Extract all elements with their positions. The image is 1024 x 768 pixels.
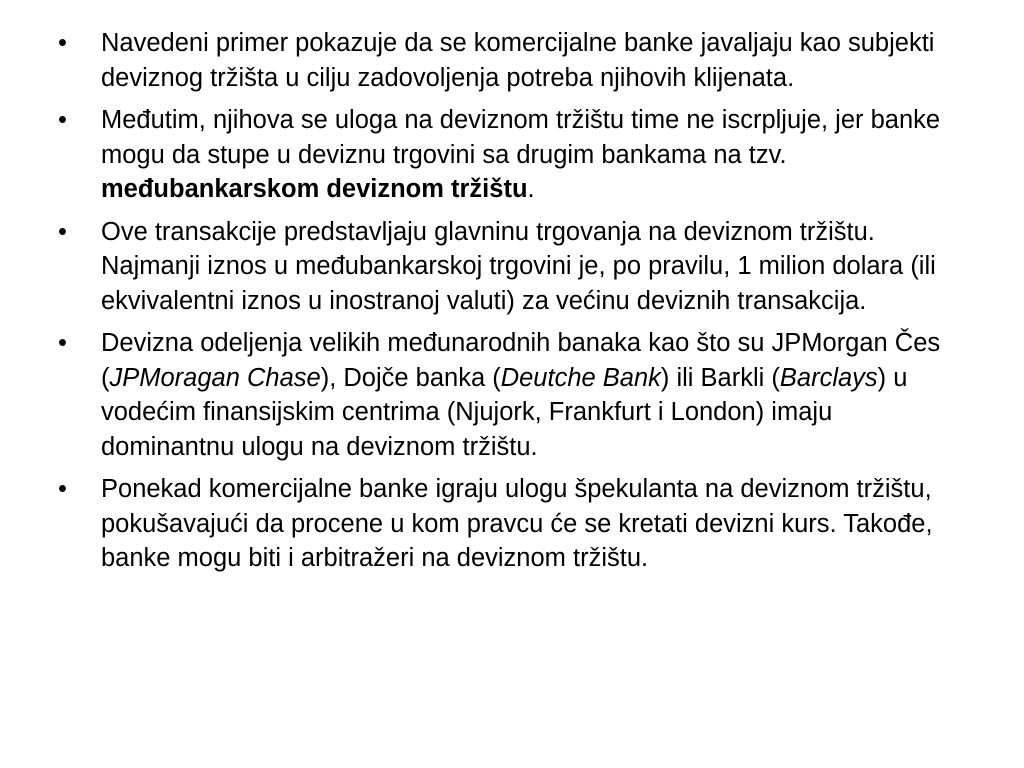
- bullet-list: [58, 26, 963, 584]
- bullet-text: Ove transakcije predstavljaju glavninu trgovanja na deviznom tržištu. Najmanji iznos u međubankarskoj trgovini je, po pravilu, 1 milion dolara (ili ekvivalentni iznos u inostranoj valuti) za većinu deviznih transakcija.: [101, 217, 936, 315]
- bullet-text: ) ili Barkli (: [660, 363, 780, 392]
- bullet-text: Ponekad komercijalne banke igraju ulogu špekulanta na deviznom tržištu, pokušavajući da procene u kom pravcu će se kretati devizni kurs. Takođe, banke mogu biti i arbitražeri na deviznom tržištu.: [101, 475, 933, 572]
- bullet-icon: •: [58, 29, 67, 57]
- bullet-icon: •: [58, 106, 67, 134]
- bullet-item: [58, 472, 963, 576]
- bullet-text: .: [527, 175, 535, 203]
- bullet-icon: •: [58, 329, 67, 357]
- italic-term: Barclays: [779, 363, 878, 392]
- bullet-text: ), Dojče banka (: [320, 363, 501, 392]
- bullet-text: Devizna odeljenja velikih međunarodnih banaka kao što su JPMorgan Čes (: [101, 329, 941, 392]
- bullet-item: [58, 326, 963, 464]
- bullet-text: Navedeni primer pokazuje da se komercijalne banke javaljaju kao subjekti deviznog tržišta u cilju zadovoljenja potreba njihovih klijenata.: [101, 29, 935, 92]
- bullet-item: [58, 215, 963, 319]
- bullet-item: [58, 103, 963, 207]
- italic-term: Deutche Bank: [500, 363, 661, 392]
- bold-term: međubankarskom deviznom tržištu: [101, 175, 528, 203]
- bullet-icon: •: [58, 217, 67, 246]
- italic-term: JPMoragan Chase: [109, 363, 321, 392]
- bullet-text: Međutim, njihova se uloga na deviznom tržištu time ne iscrpljuje, jer banke mogu da stupe u deviznu trgovini sa drugim bankama na tzv.: [101, 106, 941, 169]
- bullet-item: [58, 26, 963, 95]
- bullet-text: ) u vodećim finansijskim centrima (Njujork, Frankfurt i London) imaju dominantnu ulogu na deviznom tržištu.: [101, 363, 908, 461]
- bullet-icon: •: [58, 475, 67, 503]
